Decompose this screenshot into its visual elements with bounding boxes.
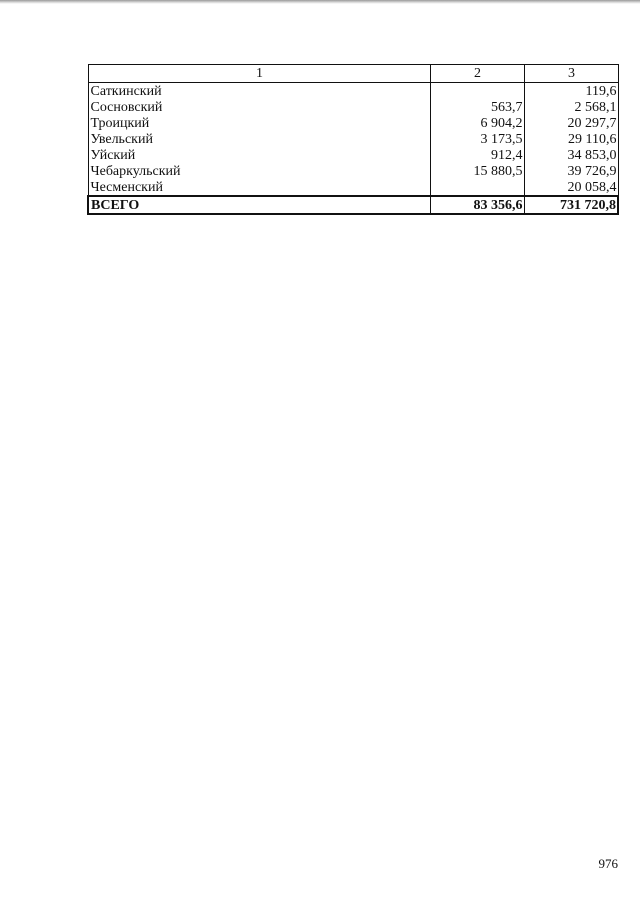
table-row (88, 83, 618, 100)
value-col3: 2 568,1 (524, 99, 618, 115)
table-row (88, 131, 618, 147)
value-col3: 20 058,4 (524, 179, 618, 196)
value-col2: 15 880,5 (430, 163, 524, 179)
district-name: Чебаркульский (88, 163, 430, 179)
header-cell-3: 3 (524, 65, 618, 83)
value-col3: 20 297,7 (524, 115, 618, 131)
table-row (88, 163, 618, 179)
header-row (88, 65, 618, 83)
total-label: ВСЕГО (88, 196, 430, 214)
district-name: Троицкий (88, 115, 430, 131)
table-row (88, 147, 618, 163)
value-col2: 3 173,5 (430, 131, 524, 147)
table-row (88, 99, 618, 115)
data-table (87, 64, 619, 215)
value-col3: 29 110,6 (524, 131, 618, 147)
header-cell-1: 1 (88, 65, 430, 83)
value-col3: 39 726,9 (524, 163, 618, 179)
value-col2 (430, 83, 524, 100)
value-col2: 912,4 (430, 147, 524, 163)
value-col2: 563,7 (430, 99, 524, 115)
district-name: Саткинский (88, 83, 430, 100)
value-col2: 6 904,2 (430, 115, 524, 131)
total-col3: 731 720,8 (524, 196, 618, 214)
value-col3: 119,6 (524, 83, 618, 100)
scan-top-edge (0, 0, 640, 4)
district-name: Увельский (88, 131, 430, 147)
table-row (88, 115, 618, 131)
total-row (88, 196, 618, 214)
value-col2 (430, 179, 524, 196)
table-row (88, 179, 618, 196)
district-name: Чесменский (88, 179, 430, 196)
district-name: Сосновский (88, 99, 430, 115)
total-col2: 83 356,6 (430, 196, 524, 214)
district-name: Уйский (88, 147, 430, 163)
header-cell-2: 2 (430, 65, 524, 83)
value-col3: 34 853,0 (524, 147, 618, 163)
page-number: 976 (598, 856, 618, 871)
